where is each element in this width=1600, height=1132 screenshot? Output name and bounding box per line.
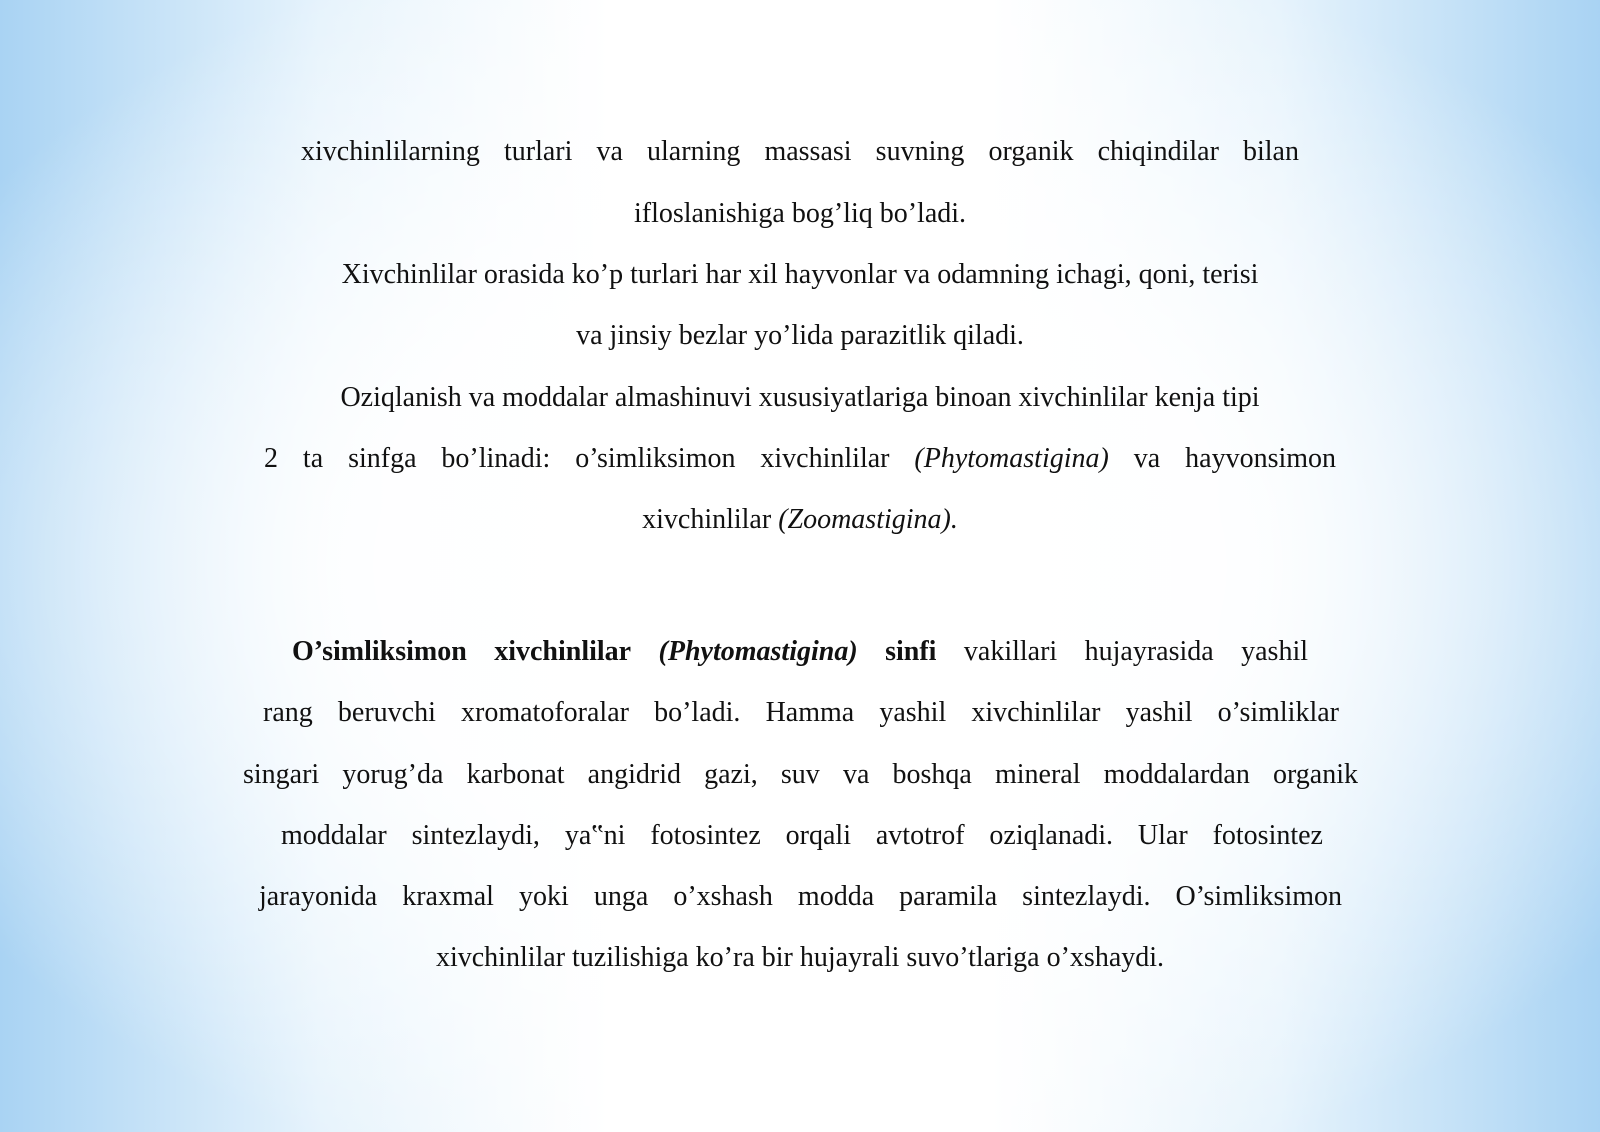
bold-term: sinfi bbox=[885, 636, 937, 667]
text-line: O’simliksimon xivchinlilar (Phytomastigina) sinfi vakillari hujayrasida yashil bbox=[292, 636, 1309, 667]
text-line: Xivchinlilar orasida ko’p turlari har xil hayvonlar va odamning ichagi, qoni, terisi bbox=[341, 259, 1259, 290]
bold-term: O’simliksimon xivchinlilar bbox=[292, 636, 632, 667]
latin-name: (Phytomastigina) bbox=[914, 443, 1109, 474]
text-line: moddalar sintezlaydi, ya‟ni fotosintez orqali avtotrof oziqlanadi. Ular fotosintez bbox=[281, 820, 1323, 851]
text-line: Oziqlanish va moddalar almashinuvi xususiyatlariga binoan xivchinlilar kenja tipi bbox=[340, 382, 1260, 413]
text-line: singari yorug’da karbonat angidrid gazi, suv va boshqa mineral moddalardan organik bbox=[243, 759, 1358, 790]
text-line: ifloslanishiga bog’liq bo’ladi. bbox=[633, 198, 967, 229]
text-line: 2 ta sinfga bo’linadi: o’simliksimon xivchinlilar (Phytomastigina) va hayvonsimon bbox=[264, 443, 1337, 474]
text-line: va jinsiy bezlar yo’lida parazitlik qiladi. bbox=[576, 320, 1024, 351]
text-line: xivchinlilar (Zoomastigina). bbox=[642, 504, 958, 535]
latin-name: (Zoomastigina). bbox=[778, 504, 958, 535]
text-line: xivchinlilar tuzilishiga ko’ra bir hujayrali suvo’tlariga o’xshaydi. bbox=[435, 942, 1165, 973]
text-line: rang beruvchi xromatoforalar bo’ladi. Hamma yashil xivchinlilar yashil o’simliklar bbox=[263, 697, 1339, 728]
latin-name: (Phytomastigina) bbox=[658, 636, 858, 667]
text-line: xivchinlilarning turlari va ularning massasi suvning organik chiqindilar bilan bbox=[301, 136, 1299, 167]
text-line: jarayonida kraxmal yoki unga o’xshash modda paramila sintezlaydi. O’simliksimon bbox=[259, 881, 1342, 912]
